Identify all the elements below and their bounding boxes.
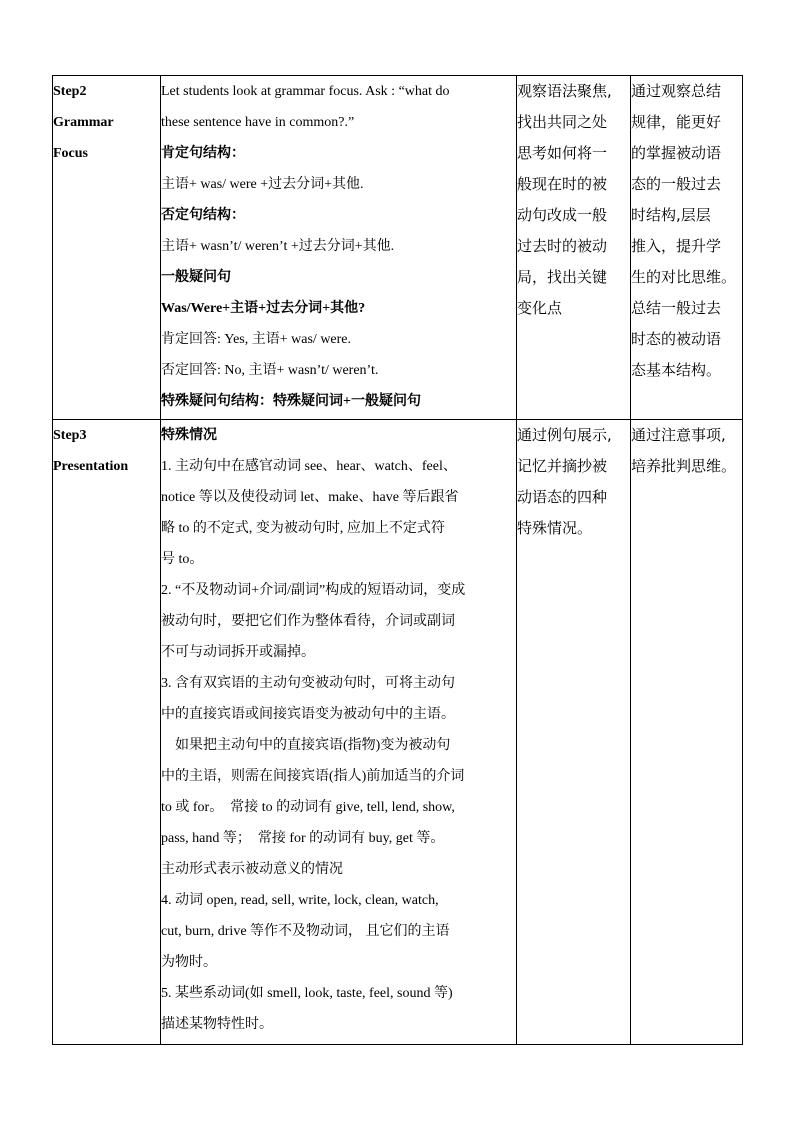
content-line: 被动句时，要把它们作为整体看待，介词或副词 xyxy=(161,614,455,629)
purpose-cell xyxy=(631,420,743,1045)
activity-line: 通过例句展示, xyxy=(517,426,612,444)
step-cell xyxy=(53,420,161,1045)
content-line: 主语+ was/ were +过去分词+其他. xyxy=(161,177,364,192)
purpose-line: 时结构,层层 xyxy=(631,206,711,224)
content-line: 中的直接宾语或间接宾语变为被动句中的主语。 xyxy=(161,707,455,722)
activity-line: 局，找出关键 xyxy=(517,268,608,286)
activity-line: 找出共同之处 xyxy=(517,113,608,131)
content-line: 特殊情况 xyxy=(161,428,217,443)
table-row-step3 xyxy=(53,420,743,1045)
content-line: 如果把主动句中的直接宾语(指物)变为被动句 xyxy=(175,738,451,753)
step-line: Step3 xyxy=(53,428,87,443)
content-cell xyxy=(161,76,517,420)
activity-line: 过去时的被动 xyxy=(517,237,608,255)
lesson-plan-table xyxy=(52,75,743,1045)
activity-cell xyxy=(517,420,631,1045)
content-line: pass, hand 等； 常接 for 的动词有 buy, get 等。 xyxy=(161,831,445,846)
content-line: 一般疑问句 xyxy=(161,270,231,285)
content-line: to 或 for。 常接 to 的动词有 give, tell, lend, show, xyxy=(161,800,455,815)
purpose-line: 通过观察总结 xyxy=(631,82,722,100)
purpose-line: 态的一般过去 xyxy=(631,175,722,193)
step-line: Grammar xyxy=(53,115,114,130)
step-line: Step2 xyxy=(53,84,87,99)
purpose-line: 生的对比思维。 xyxy=(631,268,737,286)
activity-line: 般现在时的被 xyxy=(517,175,608,193)
content-line: 描述某物特性时。 xyxy=(161,1017,273,1032)
content-line: 为物时。 xyxy=(161,955,217,970)
content-line: 5. 某些系动词(如 smell, look, taste, feel, sound 等) xyxy=(161,986,453,1001)
purpose-line: 态基本结构。 xyxy=(631,361,722,379)
content-line: 略 to 的不定式, 变为被动句时, 应加上不定式符 xyxy=(161,521,445,536)
content-line: Let students look at grammar focus. Ask : “what do xyxy=(161,84,450,99)
step-line: Focus xyxy=(53,146,88,161)
purpose-line: 总结一般过去 xyxy=(631,299,722,317)
step-cell xyxy=(53,76,161,420)
purpose-line: 通过注意事项, xyxy=(631,426,726,444)
purpose-line: 规律，能更好 xyxy=(631,113,722,131)
content-line: these sentence have in common?.” xyxy=(161,115,355,130)
activity-line: 思考如何将一 xyxy=(517,144,608,162)
table-row-step2 xyxy=(53,76,743,420)
purpose-line: 推入，提升学 xyxy=(631,237,722,255)
content-line: 肯定回答: Yes, 主语+ was/ were. xyxy=(161,332,352,347)
content-line: Was/Were+主语+过去分词+其他? xyxy=(161,301,366,316)
content-line: 不可与动词拆开或漏掉。 xyxy=(161,645,315,660)
content-line: 主语+ wasn’t/ weren’t +过去分词+其他. xyxy=(161,239,395,254)
content-line: 主动形式表示被动意义的情况 xyxy=(161,862,343,877)
activity-cell xyxy=(517,76,631,420)
activity-line: 动语态的四种 xyxy=(517,488,608,506)
step-line: Presentation xyxy=(53,459,129,474)
content-line: 3. 含有双宾语的主动句变被动句时，可将主动句 xyxy=(161,676,455,691)
purpose-line: 的掌握被动语 xyxy=(631,144,722,162)
content-line: 1. 主动句中在感官动词 see、hear、watch、feel、 xyxy=(161,459,457,474)
activity-line: 变化点 xyxy=(517,299,563,317)
content-cell xyxy=(161,420,517,1045)
content-line: cut, burn, drive 等作不及物动词， 且它们的主语 xyxy=(161,924,450,939)
purpose-line: 培养批判思维。 xyxy=(631,457,737,475)
purpose-cell xyxy=(631,76,743,420)
activity-line: 动句改成一般 xyxy=(517,206,608,224)
purpose-line: 时态的被动语 xyxy=(631,330,722,348)
content-line: notice 等以及使役动词 let、make、have 等后跟省 xyxy=(161,490,459,505)
content-line: 4. 动词 open, read, sell, write, lock, clean, watch, xyxy=(161,893,439,908)
content-line: 号 to。 xyxy=(161,552,204,567)
content-line: 2. “不及物动词+介词/副词”构成的短语动词，变成 xyxy=(161,583,466,598)
activity-line: 记忆并摘抄被 xyxy=(517,457,608,475)
content-line: 否定句结构： xyxy=(161,208,245,223)
content-line: 特殊疑问句结构：特殊疑问词+一般疑问句 xyxy=(161,394,421,409)
content-line: 否定回答: No, 主语+ wasn’t/ weren’t. xyxy=(161,363,379,378)
content-line: 中的主语，则需在间接宾语(指人)前加适当的介词 xyxy=(161,769,465,784)
activity-line: 观察语法聚焦, xyxy=(517,82,612,100)
activity-line: 特殊情况。 xyxy=(517,519,593,537)
content-line: 肯定句结构： xyxy=(161,146,245,161)
